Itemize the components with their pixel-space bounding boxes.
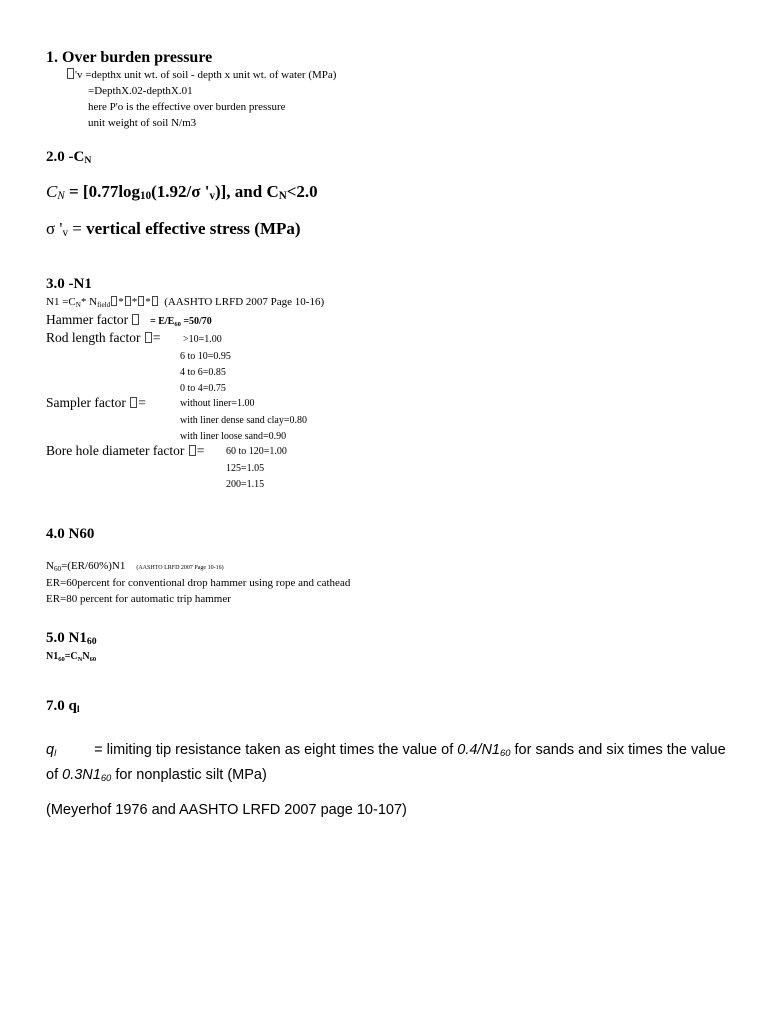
rod-length-label: Rod length factor = [46, 330, 161, 345]
cn-formula: $C_N = [0.77\log_{10}(1.92/\sigma$ '$_v$)], and $C_N<2.0$ [46, 182, 318, 202]
s1-line-4: unit weight of soil N/m3 [88, 117, 197, 129]
section-2-heading: 2.0 $-C_N$ [46, 149, 92, 166]
missing-glyph-icon [132, 314, 139, 325]
bore-value-3: 200=1.15 [226, 479, 265, 490]
section-5-heading: 5.0 $N1_{60}$ [46, 630, 97, 647]
sampler-factor-label: Sampler factor = [46, 395, 146, 410]
er-line-1: ER=60percent for conventional drop hammer using rope and cathead [46, 577, 351, 589]
missing-glyph-icon [189, 445, 196, 456]
sampler-value-3: with liner loose sand=0.90 [180, 431, 287, 442]
ql-reference: (Meyerhof 1976 and AASHTO LRFD 2007 page 10-107) [46, 802, 407, 818]
section-3-heading: 3.0 -N1 [46, 276, 92, 292]
n60-equation: $N_{60}=(ER/60\%)N1$ (AASHTO LRFD 2007 Page 10-16) [46, 560, 224, 573]
missing-glyph-icon [138, 296, 144, 306]
rod-value-2: 6 to 10=0.95 [180, 351, 231, 362]
ql-definition: $q_l$ = limiting tip resistance taken as eight times the value of $0.4/N1_{60}$ for sands and six times the value of $0.3N1_{60}$ for nonplastic silt (MPa) [46, 742, 726, 783]
er-line-2: ER=80 percent for automatic trip hammer [46, 593, 231, 605]
sampler-value-2: with liner dense sand clay=0.80 [180, 415, 307, 426]
s1-line-3: here P'o is the effective over burden pressure [88, 101, 286, 113]
rod-value-1: >10=1.00 [183, 334, 222, 345]
bore-value-2: 125=1.05 [226, 463, 265, 474]
n1-equation: $N1 =C_N*$ $N_{field}$ * * * (AASHTO LRFD 2007 Page 10-16) [46, 296, 325, 309]
hammer-factor-label: Hammer factor [46, 313, 140, 328]
missing-glyph-icon [111, 296, 117, 306]
missing-glyph-icon [125, 296, 131, 306]
missing-glyph-icon [130, 397, 137, 408]
section-4-heading: 4.0 N60 [46, 526, 95, 542]
bore-hole-label: Bore hole diameter factor = [46, 443, 205, 458]
section-7-heading: 7.0 $q_l$ [46, 698, 80, 715]
s1-line-1: 'v =depthx unit wt. of soil - depth x unit wt. of water (MPa) [66, 68, 336, 81]
rod-value-4: 0 to 4=0.75 [180, 383, 226, 394]
sampler-value-1: without liner=1.00 [180, 398, 255, 409]
n160-equation: $N1_{60}=C_NN_{60}$ [46, 651, 97, 663]
bore-value-1: 60 to 120=1.00 [226, 446, 287, 457]
missing-glyph-icon [67, 68, 74, 79]
missing-glyph-icon [152, 296, 158, 306]
hammer-factor-value: = $E/E_{60} =50/70$ [150, 316, 212, 328]
rod-value-3: 4 to 6=0.85 [180, 367, 226, 378]
s1-line-2: =DepthX.02-depthX.01 [88, 85, 193, 97]
section-1-heading: 1. Over burden pressure [46, 49, 213, 66]
missing-glyph-icon [145, 332, 152, 343]
sigma-definition: σ '$_v$ = vertical effective stress (MPa) [46, 219, 301, 239]
